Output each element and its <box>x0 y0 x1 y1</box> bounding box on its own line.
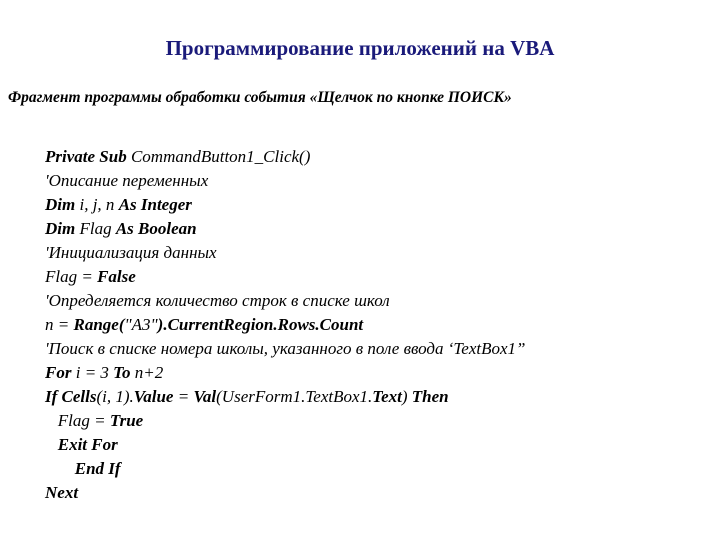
code-keyword: Dim <box>45 219 80 238</box>
code-line <box>45 433 525 457</box>
code-listing <box>45 145 525 505</box>
code-keyword: As Integer <box>118 195 192 214</box>
code-keyword: Then <box>411 387 449 406</box>
code-keyword: For <box>45 363 76 382</box>
code-line <box>45 265 525 289</box>
code-line <box>45 361 525 385</box>
code-keyword: Exit For <box>57 435 118 454</box>
code-line <box>45 241 525 265</box>
code-text: 'Поиск в списке номера школы, указанного в поле ввода ‘TextBox1” <box>45 339 526 358</box>
code-indent <box>45 411 58 430</box>
code-text: 'Определяется количество строк в списке школ <box>45 291 390 310</box>
code-text: Flag <box>79 219 116 238</box>
code-text: "A3" <box>124 315 158 334</box>
code-line <box>45 169 525 193</box>
code-text: n = <box>45 315 74 334</box>
page-title: Программирование приложений на VBA <box>165 36 555 60</box>
code-keyword: Val <box>193 387 217 406</box>
code-text: (UserForm1.TextBox1. <box>216 387 373 406</box>
code-keyword: As Boolean <box>115 219 197 238</box>
code-indent <box>45 459 75 478</box>
code-keyword: Private Sub <box>45 147 131 166</box>
code-text: 'Описание переменных <box>45 171 209 190</box>
code-keyword: Range( <box>73 315 125 334</box>
code-keyword: If Cells <box>45 387 97 406</box>
code-keyword: Next <box>45 483 79 502</box>
code-keyword: False <box>97 267 136 286</box>
code-keyword: True <box>109 411 144 430</box>
code-text: = <box>173 387 194 406</box>
code-line <box>45 145 525 169</box>
code-line <box>45 457 525 481</box>
code-line <box>45 289 525 313</box>
code-text: CommandButton1_Click() <box>130 147 311 166</box>
code-keyword: Dim <box>45 195 80 214</box>
code-keyword: End If <box>74 459 121 478</box>
code-line <box>45 337 525 361</box>
code-line <box>45 313 525 337</box>
code-text: ) <box>401 387 412 406</box>
code-text: Flag = <box>45 267 98 286</box>
code-keyword: Value <box>133 387 174 406</box>
code-text: i = 3 <box>75 363 114 382</box>
code-text: (i, 1). <box>96 387 134 406</box>
code-line <box>45 217 525 241</box>
code-line <box>45 481 525 505</box>
code-text: i, j, n <box>79 195 119 214</box>
page-subtitle: Фрагмент программы обработки события «Щелчок по кнопке ПОИСК» <box>8 89 512 106</box>
code-line <box>45 193 525 217</box>
code-text: 'Инициализация данных <box>45 243 217 262</box>
code-line <box>45 409 525 433</box>
code-keyword: ).CurrentRegion.Rows.Count <box>157 315 364 334</box>
code-keyword: To <box>113 363 135 382</box>
code-keyword: Text <box>372 387 402 406</box>
code-text: n+2 <box>134 363 164 382</box>
code-line <box>45 385 525 409</box>
code-indent <box>45 435 58 454</box>
code-text: Flag = <box>57 411 110 430</box>
